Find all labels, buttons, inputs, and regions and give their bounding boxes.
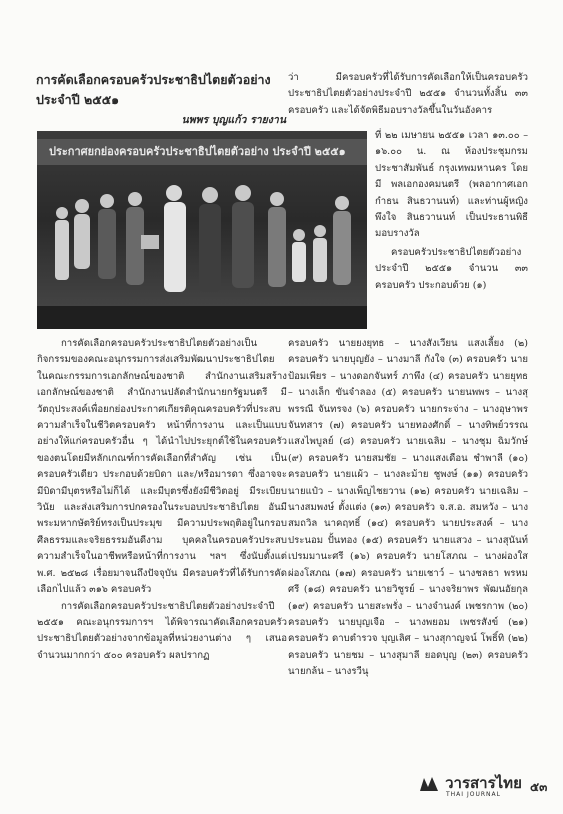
right-top-paragraph: ว่า มีครอบครัวที่ได้รับการคัดเลือกให้เป็นครอบครัวประชาธิปไตยตัวอย่างประจำปี ๒๕๕๑ จำนวนทั้งสิ้น ๓๓ ครอบครัว และได้จัดพิธีมอบรางวัลขึ้นในวันอังคาร	[288, 72, 528, 116]
right-narrow-paragraph-2: ครอบครัวประชาธิปไตยตัวอย่างประจำปี ๒๕๕๑ จำนวน ๓๓ ครอบครัว ประกอบด้วย (๑)	[375, 246, 528, 291]
ceremony-photo	[37, 131, 367, 329]
left-column-text	[37, 336, 287, 664]
page-number: ๕๓	[530, 780, 548, 794]
article-byline: นพพร บุญแก้ว รายงาน	[181, 114, 286, 126]
right-column-bottom-text	[288, 336, 528, 681]
ceremony-people-illustration	[37, 131, 367, 329]
journal-logo-icon	[418, 775, 440, 793]
right-narrow-paragraph-1: ที่ ๒๒ เมษายน ๒๕๕๑ เวลา ๑๓.๐๐ – ๑๖.๐๐ น. ณ ห้องประชุมกรมประชาสัมพันธ์ กรุงเทพมหานคร โดยมี พลเอกองคมนตรี (พลอากาศเอก กำธน สินธวานนท์) และท่านผู้หญิงพึงใจ สินธวานนท์ เป็นประธานพิธีมอบรางวัล	[375, 130, 528, 240]
journal-logo-name: วารสารไทย	[445, 774, 522, 792]
family-list-paragraph: ครอบครัว นายยงยุทธ – นางสังเวียน แสงเลี้ยง (๒) ครอบครัว นายบุญยัง – นางมาลี กังใจ (๓) ครอบครัว นายป้อมเพียร – นางดอกจันทร์ ภาพึง (๔) ครอบครัว นายยุทธ – นางเล็ก ขันจำลอง (๕) ครอบครัว นายนพพร – นางสุพรรณี จันทรจง (๖) ครอบครัว นายกระจ่าง – นางอุษาพร จันทสาร (๗) ครอบครัว นายทองศักดิ์ – นางทิพย์วรรณ แสงไพบูลย์ (๘) ครอบครัว นายเฉลิม – นางชุม ฉิมวักษ์ (๙) ครอบครัว นายสมชัย – นางแสงเดือน ชำพาลี (๑๐) ครอบครัว นายแผ้ว – นางละม้าย ชูพงษ์ (๑๑) ครอบครัว นายแป๋ว – นางเพ็ญไชยวาน (๑๒) ครอบครัว นายเฉลิม – นางสมพงษ์ ตั้งแต่ง (๑๓) ครอบครัว จ.ส.อ. สมหวัง – นางสมถวิล นาคฤทธิ์ (๑๔) ครอบครัว นายประสงค์ – นางประนอม ปั้นทอง (๑๕) ครอบครัว นายแสวง – นางสุนันท์ เปรมมานะศรี (๑๖) ครอบครัว นายโสภณ – นางผ่องใส ผ่องโสภณ (๑๗) ครอบครัว นายเชาว์ – นางชลธา พรหมศรี (๑๘) ครอบครัว นายวิชูรย์ – นางจริยาพร พัฒนอัยกุล (๑๙) ครอบครัว นายสะพรั่ง – นางจำนงค์ เพชรกาพ (๒๐) ครอบครัว นายบุญเจือ – นางพยอม เพชรสังข์ (๒๑) ครอบครัว ดาบตำรวจ บุญเลิศ – นางสุกาญจน์ โพธิ์ทิ (๒๒) ครอบครัว นายชม – นางสุมาลี ยอดบุญ (๒๓) ครอบครัว นายกล้น – นางรวีนุ	[288, 338, 528, 678]
journal-logo	[418, 774, 522, 798]
article-title: การคัดเลือกครอบครัวประชาธิปไตยตัวอย่าง ประจำปี ๒๕๕๑	[36, 72, 271, 107]
right-column-top-text	[288, 70, 528, 119]
right-narrow-column	[375, 128, 528, 294]
left-paragraph-1: การคัดเลือกครอบครัวประชาธิปไตยตัวอย่างเป็นกิจกรรมของคณะอนุกรรมการส่งเสริมพัฒนาประชาธิปไตย ในคณะกรรมการเอกลักษณ์ของชาติ สำนักงานเสริมสร้างเอกลักษณ์ของชาติ สำนักงานปลัดสำนักนายกรัฐมนตรี มีวัตถุประสงค์เพื่อยกย่องประกาศเกียรติคุณครอบครัวที่ประสบความสำเร็จในชีวิตครอบครัว หน้าที่การงาน และเป็นแบบอย่างให้แก่ครอบครัวอื่น ๆ ได้นำไปประยุกต์ใช้ในครอบครัวของตนโดยมีหลักเกณฑ์การคัดเลือกที่สำคัญ เช่น เป็นครอบครัวเดียว ประกอบด้วยบิดา และ/หรือมารดา ซึ่งอาจจะมีบิดามีบุตรหรือไม่ก็ได้ และมีบุตรซึ่งยังมีชีวิตอยู่ มีระเบียบวินัย และส่งเสริมการปกครองในระบอบประชาธิปไตย อันมีพระมหากษัตริย์ทรงเป็นประมุข มีความประพฤติอยู่ในกรอบศีลธรรมและจริยธรรมอันดีงาม บุคคลในครอบครัวประสบความสำเร็จในอาชีพหรือหน้าที่การงาน ฯลฯ ซึ่งนับตั้งแต่ พ.ศ. ๒๕๒๘ เรื่อยมาจนถึงปัจจุบัน มีครอบครัวที่ได้รับการคัดเลือกไปแล้ว ๓๑๖ ครอบครัว	[37, 338, 287, 596]
left-paragraph-2: การคัดเลือกครอบครัวประชาธิปไตยตัวอย่างประจำปี ๒๕๕๑ คณะอนุกรรมการฯ ได้พิจารณาคัดเลือกครอบครัวประชาธิปไตยตัวอย่างจากข้อมูลที่หน่วยงานต่าง ๆ เสนอจำนวนมากกว่า ๕๐๐ ครอบครัว ผลปรากฏ	[37, 600, 287, 661]
journal-logo-subtitle: THAI JOURNAL	[446, 791, 501, 798]
photo-banner-text: ประกาศยกย่องครอบครัวประชาธิปไตยตัวอย่าง ประจำปี ๒๕๕๑	[37, 139, 367, 165]
